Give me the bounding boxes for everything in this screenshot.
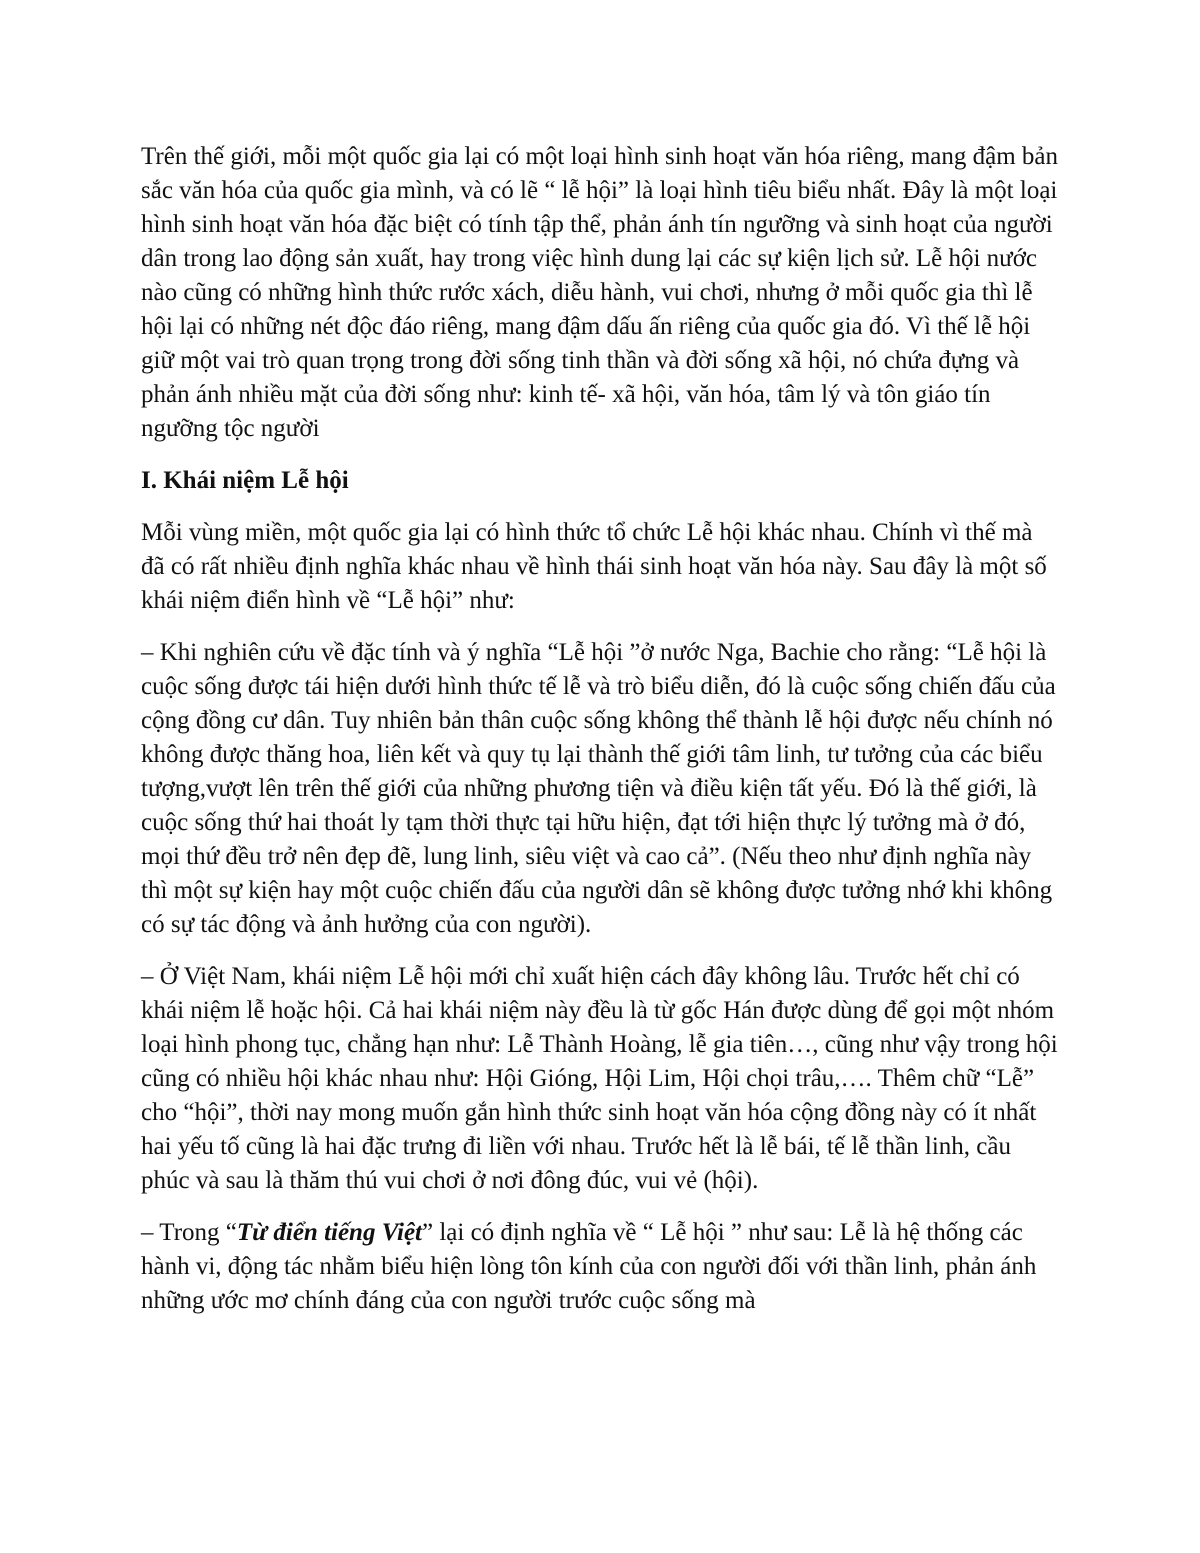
dictionary-prefix: – Trong “ [141, 1219, 237, 1246]
dictionary-title: Từ điển tiếng Việt [236, 1219, 422, 1246]
paragraph-bachie-definition: – Khi nghiên cứu về đặc tính và ý nghĩa “Lễ hội ”ở nước Nga, Bachie cho rằng: “Lễ hội là cuộc sống được tái hiện dưới hình thức tế lễ và trò biểu diễn, đó là cuộc sống chiến đấu của cộng đồng cư dân. Tuy nhiên bản thân cuộc sống không thể thành lễ hội được nếu chính nó không được thăng hoa, liên kết và quy tụ lại thành thế giới tâm linh, tư tưởng của các biểu tượng,vượt lên trên thế giới của những phương tiện và điều kiện tất yếu. Đó là thế giới, là cuộc sống thứ hai thoát ly tạm thời thực tại hữu hiện, đạt tới hiện thực lý tưởng mà ở đó, mọi thứ đều trở nên đẹp đẽ, lung linh, siêu việt và cao cả”. (Nếu theo như định nghĩa này thì một sự kiện hay một cuộc chiến đấu của người dân sẽ không được tưởng nhớ khi không có sự tác động và ảnh hưởng của con người). [141, 639, 1056, 938]
dictionary-definition-text: ” lại có định nghĩa về “ Lễ hội ” như sau: Lễ là hệ thống các hành vi, động tác nhằm biểu hiện lòng tôn kính của con người đối với thần linh, phản ánh những ước mơ chính đáng của con người trước cuộc sống mà [141, 1219, 1037, 1314]
paragraph-regional-definitions: Mỗi vùng miền, một quốc gia lại có hình thức tổ chức Lễ hội khác nhau. Chính vì thế mà đã có rất nhiều định nghĩa khác nhau về hình thái sinh hoạt văn hóa này. Sau đây là một số khái niệm điển hình về “Lễ hội” như: [141, 519, 1047, 614]
intro-paragraph: Trên thế giới, mỗi một quốc gia lại có một loại hình sinh hoạt văn hóa riêng, mang đậm bản sắc văn hóa của quốc gia mình, và có lẽ “ lễ hội” là loại hình tiêu biểu nhất. Đây là một loại hình sinh hoạt văn hóa đặc biệt có tính tập thể, phản ánh tín ngưỡng và sinh hoạt của người dân trong lao động sản xuất, hay trong việc hình dung lại các sự kiện lịch sử. Lễ hội nước nào cũng có những hình thức rước xách, diễu hành, vui chơi, nhưng ở mỗi quốc gia thì lễ hội lại có những nét độc đáo riêng, mang đậm dấu ấn riêng của quốc gia đó. Vì thế lễ hội giữ một vai trò quan trọng trong đời sống tinh thần và đời sống xã hội, nó chứa đựng và phản ánh nhiều mặt của đời sống như: kinh tế- xã hội, văn hóa, tâm lý và tôn giáo tín ngưỡng tộc người [141, 143, 1059, 442]
paragraph-vietnam-definition: – Ở Việt Nam, khái niệm Lễ hội mới chỉ xuất hiện cách đây không lâu. Trước hết chỉ có khái niệm lễ hoặc hội. Cả hai khái niệm này đều là từ gốc Hán được dùng để gọi một nhóm loại hình phong tục, chẳng hạn như: Lễ Thành Hoàng, lễ gia tiên…, cũng như vậy trong hội cũng có nhiều hội khác nhau như: Hội Gióng, Hội Lim, Hội chọi trâu,…. Thêm chữ “Lễ” cho “hội”, thời nay mong muốn gắn hình thức sinh hoạt văn hóa cộng đồng này có ít nhất hai yếu tố cũng là hai đặc trưng đi liền với nhau. Trước hết là lễ bái, tế lễ thần linh, cầu phúc và sau là thăm thú vui chơi ở nơi đông đúc, vui vẻ (hội). [141, 963, 1058, 1194]
paragraph-dictionary-definition [141, 1216, 1061, 1318]
document-page [141, 140, 1061, 1336]
section-heading-khai-niem: I. Khái niệm Lễ hội [141, 467, 349, 494]
